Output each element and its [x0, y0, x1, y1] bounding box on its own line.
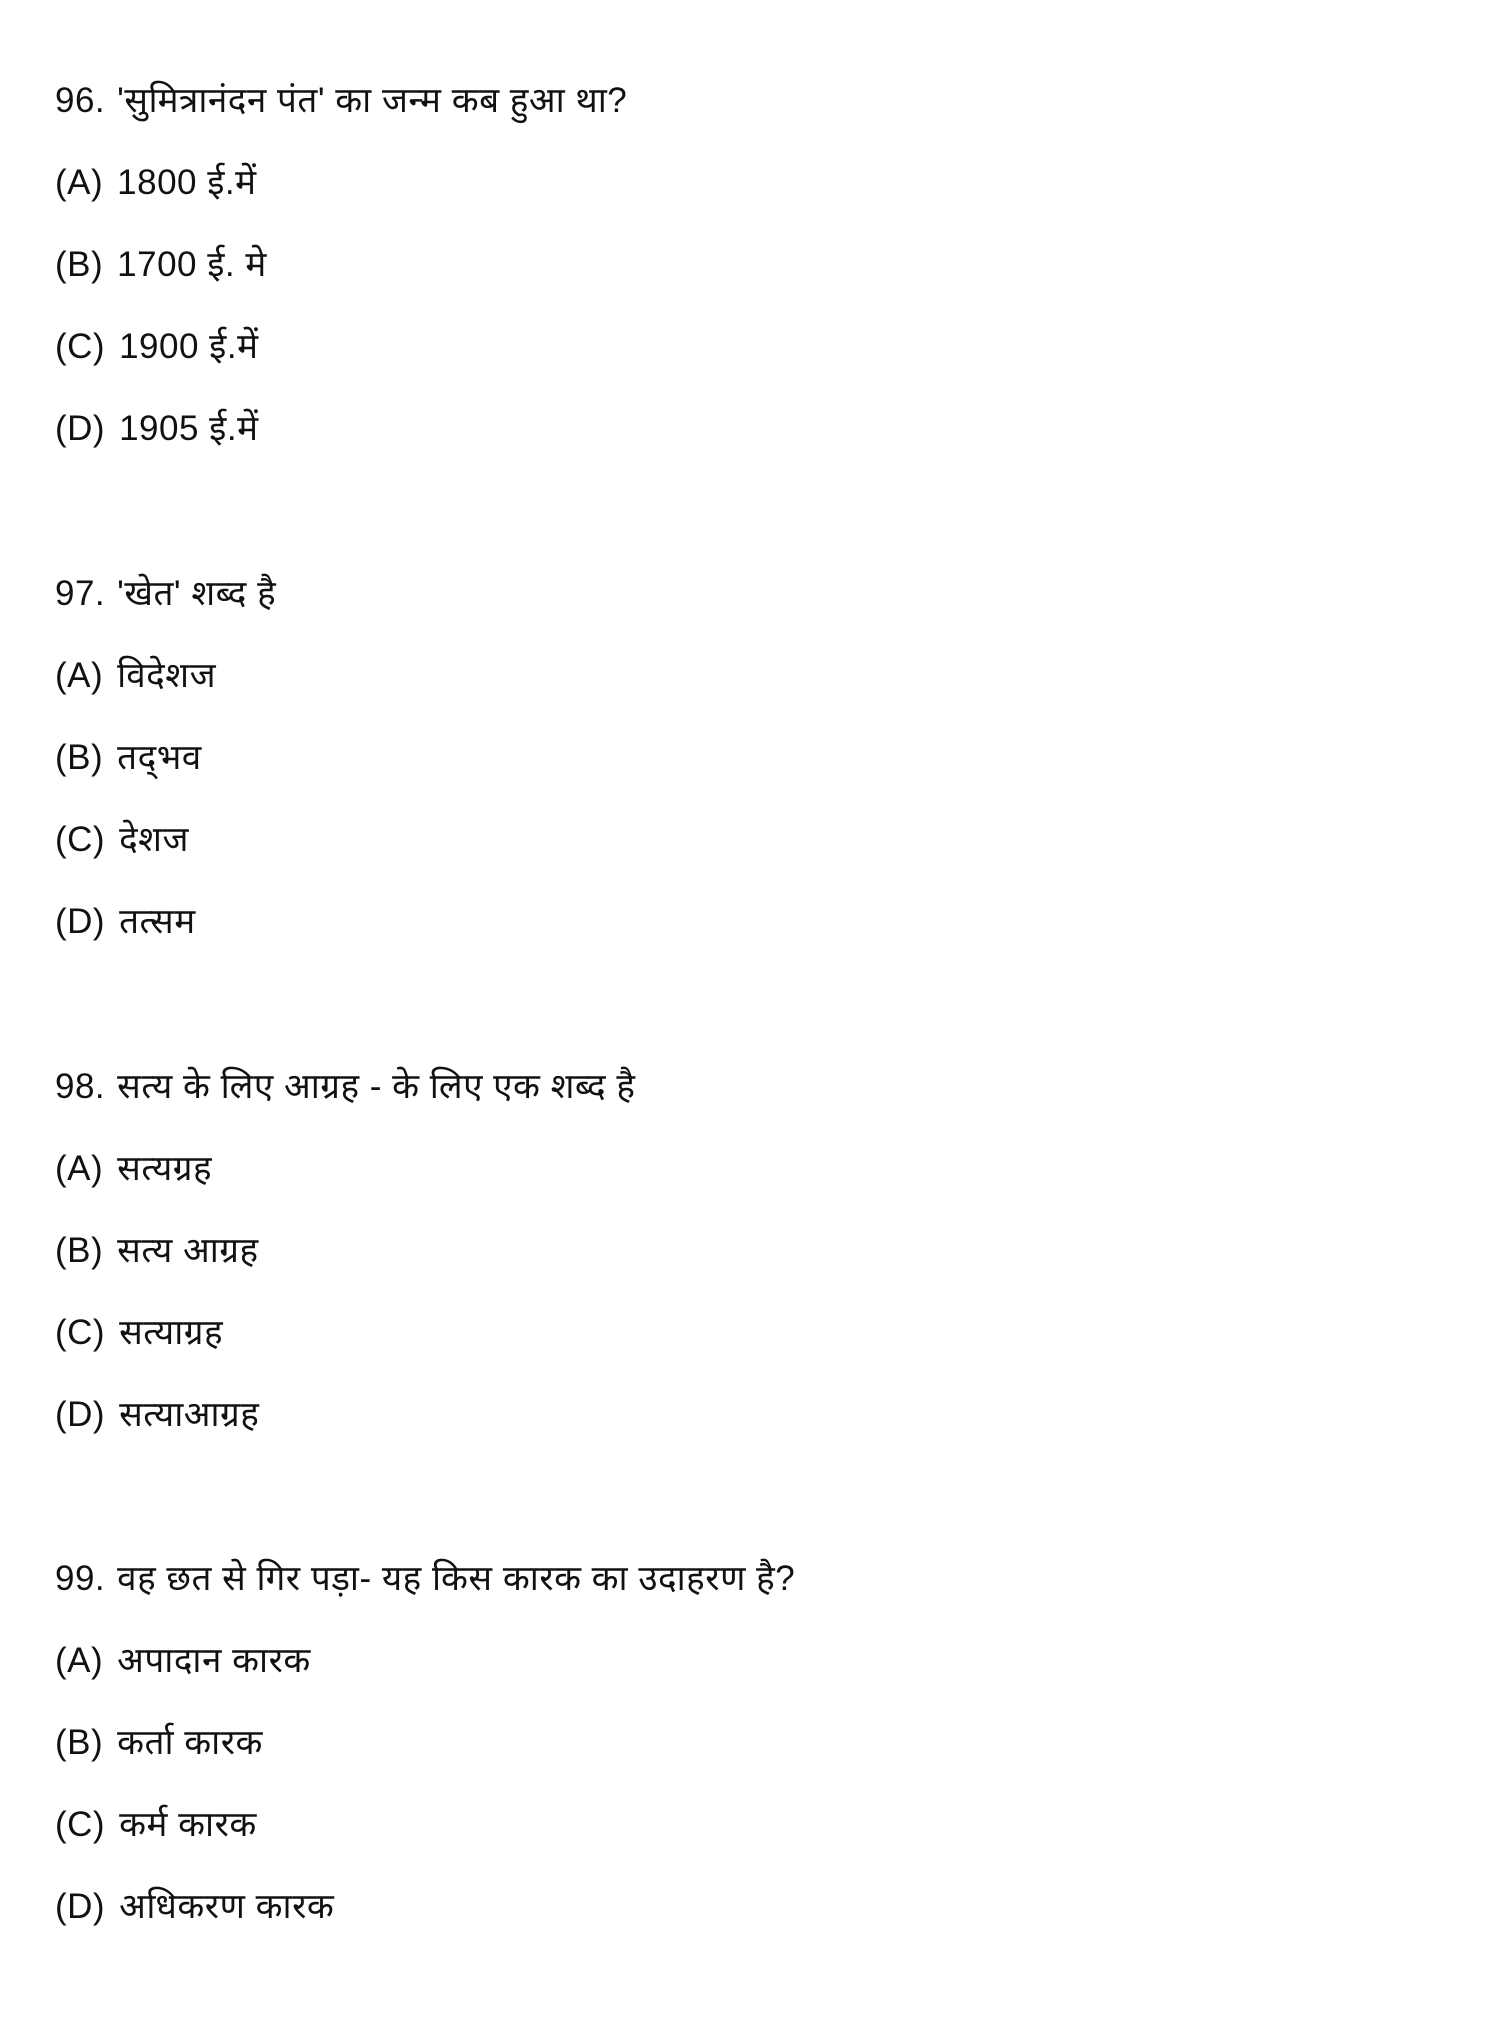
option-text: विदेशज	[117, 656, 217, 695]
option-text: कर्म कारक	[119, 1805, 257, 1844]
question-text: 'सुमित्रानंदन पंत' का जन्म कब हुआ था?	[117, 81, 628, 120]
option-label: (C)	[55, 820, 106, 859]
question-block	[55, 1046, 1455, 1456]
option-b	[55, 1702, 1455, 1784]
option-text: सत्याग्रह	[119, 1313, 224, 1352]
question-text: 'खेत' शब्द है	[117, 574, 277, 613]
option-label: (B)	[55, 1231, 104, 1270]
option-b	[55, 717, 1455, 799]
question-text-line	[55, 553, 1455, 635]
option-text: कर्ता कारक	[117, 1723, 263, 1762]
option-c	[55, 306, 1455, 388]
option-d	[55, 1374, 1455, 1456]
question-block	[55, 553, 1455, 963]
option-label: (D)	[55, 409, 106, 448]
option-text: 1800 ई.में	[117, 163, 257, 202]
option-label: (C)	[55, 1805, 106, 1844]
option-d	[55, 388, 1455, 470]
option-text: तद्‌भव	[117, 738, 202, 777]
option-label: (C)	[55, 1313, 106, 1352]
option-a	[55, 142, 1455, 224]
option-label: (A)	[55, 1641, 104, 1680]
option-label: (A)	[55, 163, 104, 202]
option-b	[55, 1210, 1455, 1292]
question-block	[55, 60, 1455, 470]
option-label: (B)	[55, 738, 104, 777]
option-a	[55, 635, 1455, 717]
option-b	[55, 224, 1455, 306]
option-text: 1905 ई.में	[119, 409, 259, 448]
option-text: सत्य आग्रह	[117, 1231, 259, 1270]
option-a	[55, 1128, 1455, 1210]
option-c	[55, 1292, 1455, 1374]
question-text-line	[55, 1538, 1455, 1620]
question-text-line	[55, 1046, 1455, 1128]
option-text: सत्यग्रह	[117, 1149, 213, 1188]
option-d	[55, 881, 1455, 963]
option-label: (D)	[55, 1887, 106, 1926]
option-text: तत्सम	[119, 902, 196, 941]
question-text-line	[55, 60, 1455, 142]
option-text: सत्याआग्रह	[119, 1395, 260, 1434]
option-label: (B)	[55, 245, 104, 284]
question-number: 97.	[55, 574, 106, 613]
option-label: (A)	[55, 656, 104, 695]
option-label: (C)	[55, 327, 106, 366]
question-number: 99.	[55, 1559, 106, 1598]
option-label: (D)	[55, 902, 106, 941]
option-label: (D)	[55, 1395, 106, 1434]
question-block	[55, 1538, 1455, 1948]
option-text: अधिकरण कारक	[119, 1887, 335, 1926]
option-text: 1900 ई.में	[119, 327, 259, 366]
option-a	[55, 1620, 1455, 1702]
option-text: अपादान कारक	[117, 1641, 311, 1680]
question-number: 96.	[55, 81, 106, 120]
question-text: सत्य के लिए आग्रह - के लिए एक शब्द है	[117, 1067, 636, 1106]
option-text: देशज	[119, 820, 189, 859]
question-text: वह छत से गिर पड़ा- यह किस कारक का उदाहरण है?	[117, 1559, 796, 1598]
option-c	[55, 1784, 1455, 1866]
option-label: (B)	[55, 1723, 104, 1762]
option-c	[55, 799, 1455, 881]
question-number: 98.	[55, 1067, 106, 1106]
option-label: (A)	[55, 1149, 104, 1188]
option-d	[55, 1866, 1455, 1948]
option-text: 1700 ई. मे	[117, 245, 267, 284]
